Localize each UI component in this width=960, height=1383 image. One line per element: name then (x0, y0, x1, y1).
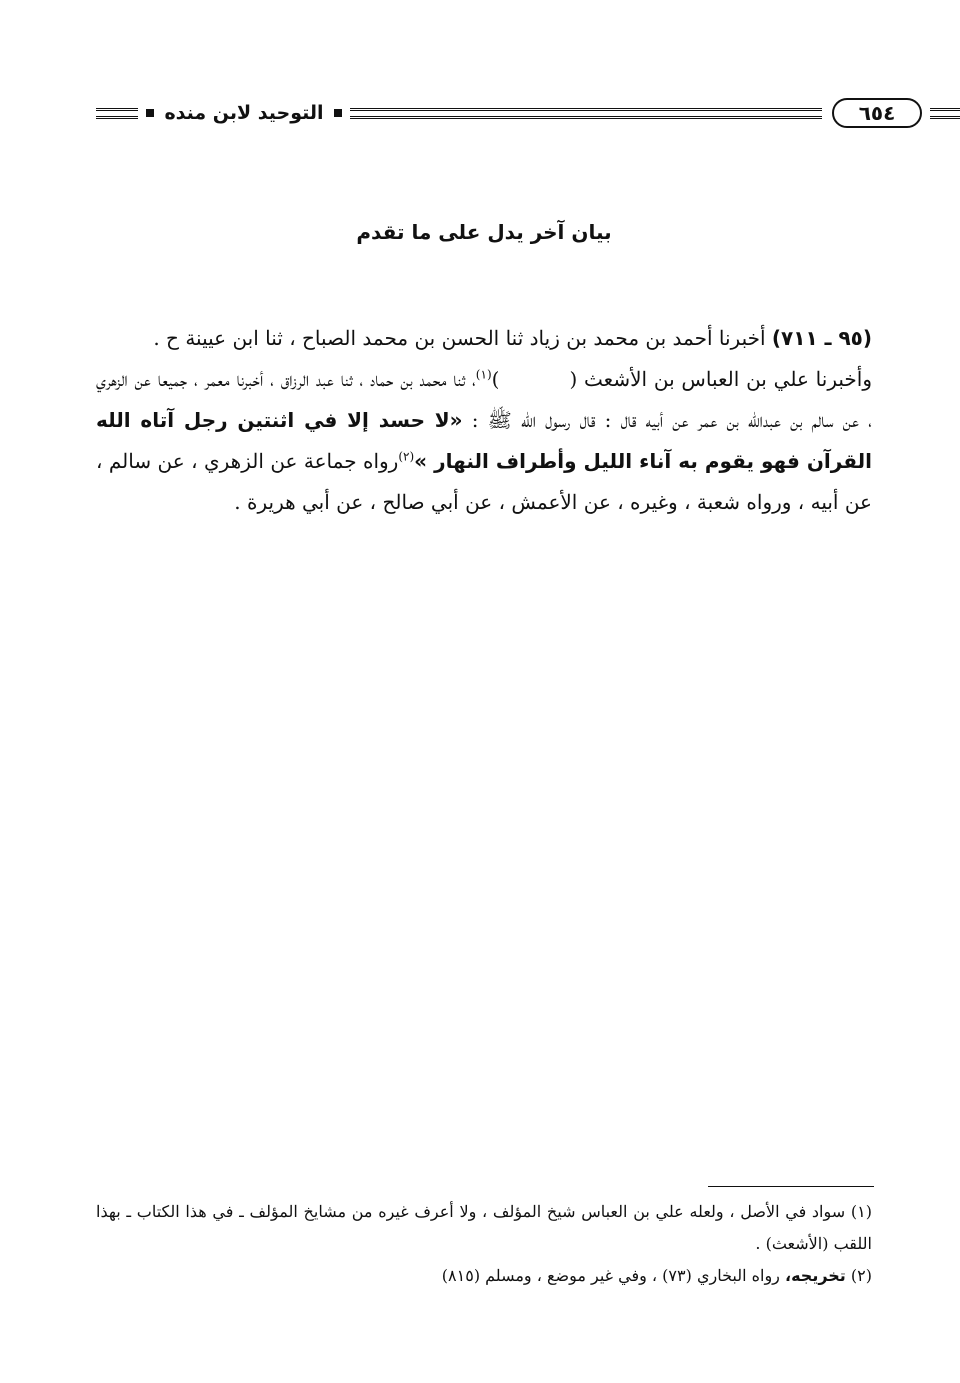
header-rule (350, 108, 822, 111)
paragraph-2 (96, 359, 872, 523)
section-heading: بيان آخر يدل على ما تقدم (356, 220, 612, 244)
hadith-text: «لا حسد إلا في اثنتين رجل آتاه الله القرآن فهو يقوم به آناء الليل وأطراف النهار » (96, 408, 872, 473)
paragraph-text: ، ثنا محمد بن حماد ، ثنا عبد الرزاق ، أخبرنا معمر ، جميعا عن الزهري ، عن سالم بن عبدالله بن عمر عن أبيه قال : قال رسول الله ﷺ : (96, 367, 872, 432)
paragraph-text: رواه جماعة عن الزهري ، عن سالم ، عن أبيه ، ورواه شعبة ، وغيره ، عن الأعمش ، عن أبي صالح ، عن أبي هريرة . (96, 449, 872, 514)
header-rule (96, 116, 138, 119)
main-text (96, 318, 872, 523)
paragraph-text: وأخبرنا علي بن العباس بن الأشعث ( (569, 367, 872, 391)
running-title: التوحيد لابن منده (164, 102, 324, 124)
paragraph-text: أخبرنا أحمد بن محمد بن زياد ثنا الحسن بن محمد الصباح ، ثنا ابن عيينة ح . (153, 326, 766, 350)
paragraph-1 (96, 318, 872, 359)
footnote-text: سواد في الأصل ، ولعله علي بن العباس شيخ المؤلف ، ولا أعرف غيره من مشايخ المؤلف ـ في هذا الكتاب ـ بهذا اللقب (الأشعث) . (96, 1202, 872, 1253)
header-rule (96, 108, 138, 111)
footnote-separator (708, 1186, 874, 1187)
footnote-number: (١) (850, 1202, 872, 1221)
footnote-ref-1: (١) (475, 367, 492, 382)
footnotes (96, 1196, 872, 1292)
footnote-text: رواه البخاري (٧٣) ، وفي غير موضع ، ومسلم (٨١٥) (441, 1266, 780, 1285)
page-number: ٦٥٤ (832, 98, 922, 128)
footnote-number: (٢) (850, 1266, 872, 1285)
footnote-1 (96, 1196, 872, 1260)
footnote-ref-2: (٢) (398, 449, 415, 464)
hadith-number: (٩٥ ـ ٧١١) (771, 326, 872, 350)
square-ornament (146, 109, 154, 117)
header-rule (930, 116, 960, 119)
running-header (96, 96, 896, 138)
header-rule (350, 116, 822, 119)
footnote-label: تخريجه، (785, 1266, 846, 1285)
paragraph-text: ) (491, 367, 500, 391)
footnote-2 (96, 1260, 872, 1292)
square-ornament (334, 109, 342, 117)
header-rule (930, 108, 960, 111)
